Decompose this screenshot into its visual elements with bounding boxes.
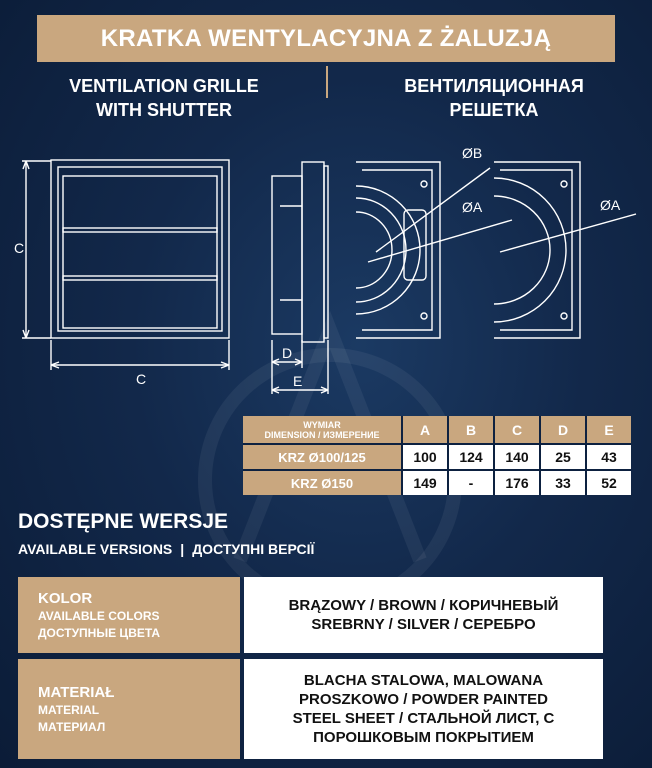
- table-cell: -: [448, 470, 494, 495]
- side-view-drawing: [272, 162, 328, 394]
- column-header-e: E: [586, 416, 631, 444]
- table-cell: 100: [402, 444, 448, 470]
- dimensions-header-row: [243, 416, 631, 444]
- dim-label-c-vertical: C: [14, 240, 25, 256]
- back-view-drawing-2: [494, 162, 636, 338]
- dim-label-e: E: [293, 373, 303, 389]
- subtitle-russian: [370, 74, 618, 122]
- material-label-sub1: MATERIAL: [38, 702, 100, 717]
- subtitle-russian-line2: РЕШЕТКА: [449, 100, 539, 120]
- material-value: [244, 659, 603, 759]
- dim-label-d: D: [282, 345, 293, 361]
- versions-subheading: [18, 541, 314, 557]
- material-value-line3: STEEL SHEET / СТАЛЬНОЙ ЛИСТ, С: [292, 710, 555, 727]
- material-label-main: MATERIAŁ: [38, 683, 115, 701]
- title-divider: [326, 66, 328, 98]
- diameter-a-label-2: ØA: [600, 197, 621, 213]
- versions-subheading-en: AVAILABLE VERSIONS: [18, 541, 173, 557]
- colors-value-line2: SREBRNY / SILVER / СЕРЕБРО: [311, 616, 536, 633]
- technical-drawing: [0, 140, 652, 400]
- table-row: [243, 444, 631, 470]
- table-cell: 149: [402, 470, 448, 495]
- table-cell: 124: [448, 444, 494, 470]
- page-title: KRATKA WENTYLACYJNA Z ŻALUZJĄ: [37, 15, 615, 62]
- subtitle-english-line1: VENTILATION GRILLE: [69, 76, 259, 96]
- dim-label-c-horizontal: C: [136, 371, 147, 387]
- colors-label-sub2: ДОСТУПНЫЕ ЦВЕТА: [38, 625, 161, 640]
- colors-value-line1: BRĄZOWY / BROWN / КОРИЧНЕВЫЙ: [288, 597, 559, 614]
- subtitle-english-line2: WITH SHUTTER: [96, 100, 232, 120]
- column-header-a: A: [402, 416, 448, 444]
- table-cell: 140: [494, 444, 540, 470]
- table-cell: 52: [586, 470, 631, 495]
- dimensions-header-label: [243, 416, 402, 444]
- row-label-krz150: KRZ Ø150: [243, 470, 402, 495]
- front-view-drawing: [22, 160, 229, 370]
- dimensions-table: [243, 416, 631, 495]
- material-label-sub2: МАТЕРИАЛ: [38, 719, 106, 734]
- column-header-d: D: [540, 416, 586, 444]
- table-cell: 176: [494, 470, 540, 495]
- row-label-krz100: KRZ Ø100/125: [243, 444, 402, 470]
- material-value-line2: PROSZKOWO / POWDER PAINTED: [299, 691, 548, 708]
- versions-separator: |: [180, 541, 185, 557]
- colors-label-sub1: AVAILABLE COLORS: [38, 608, 160, 623]
- dimensions-header-line1: WYMIAR: [303, 419, 341, 430]
- versions-heading: DOSTĘPNE WERSJE: [18, 510, 229, 533]
- versions-table: [18, 577, 603, 759]
- column-header-b: B: [448, 416, 494, 444]
- subtitle-russian-line1: ВЕНТИЛЯЦИОННАЯ: [404, 76, 584, 96]
- material-label: [18, 659, 240, 759]
- material-value-line1: BLACHA STALOWA, MALOWANA: [303, 672, 544, 689]
- table-cell: 25: [540, 444, 586, 470]
- table-cell: 43: [586, 444, 631, 470]
- diameter-a-label-1: ØA: [462, 199, 483, 215]
- colors-label: [18, 577, 240, 653]
- subtitle-english: [40, 74, 288, 122]
- dimensions-header-line2: DIMENSION / ИЗМЕРЕНИЕ: [264, 429, 380, 440]
- colors-row: [18, 577, 603, 653]
- column-header-c: C: [494, 416, 540, 444]
- table-row: [243, 470, 631, 495]
- material-row: [18, 659, 603, 759]
- versions-subheading-ua: ДОСТУПНІ ВЕРСІЇ: [192, 541, 315, 557]
- table-cell: 33: [540, 470, 586, 495]
- colors-value: [244, 577, 603, 653]
- diameter-b-label: ØB: [462, 145, 483, 161]
- material-value-line4: ПОРОШКОВЫМ ПОКРЫТИЕМ: [313, 729, 534, 746]
- back-view-drawing-1: [356, 162, 512, 338]
- colors-label-main: KOLOR: [38, 589, 93, 607]
